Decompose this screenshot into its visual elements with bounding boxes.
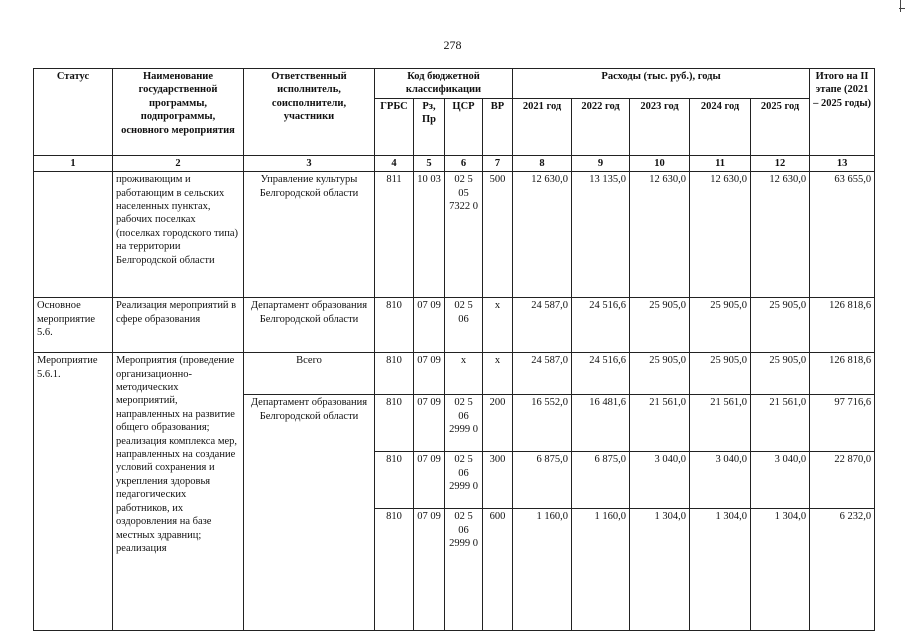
cell-2021: 1 160,0 <box>513 509 572 631</box>
cell-csr: 02 5 06 2999 0 <box>445 452 483 509</box>
cell-responsible: Департамент образования Белгородской области <box>244 298 375 353</box>
cell-name: Мероприятия (проведение организационно-методических мероприятий, направленных на развитие общего образования; реализация комплекса мер, направленных на создание условий сохранения и укрепления здоровья педагогических работников, их оздоровления на базе местных здравниц; реализация <box>113 353 244 631</box>
cell-status: Мероприятие 5.6.1. <box>34 353 113 631</box>
col-num: 6 <box>445 155 483 171</box>
scan-edge-mark <box>900 0 901 12</box>
cell-2022: 6 875,0 <box>572 452 630 509</box>
cell-total: 126 818,6 <box>810 353 875 395</box>
header-total: Итого на II этапе (2021 – 2025 годы) <box>810 69 875 156</box>
cell-2021: 16 552,0 <box>513 395 572 452</box>
cell-csr: x <box>445 353 483 395</box>
cell-rzpr: 10 03 <box>414 172 445 298</box>
table-row <box>34 353 875 395</box>
header-2025: 2025 год <box>751 98 810 155</box>
col-num: 13 <box>810 155 875 171</box>
header-grbs: ГРБС <box>375 98 414 155</box>
cell-2021: 24 587,0 <box>513 298 572 353</box>
cell-total: 63 655,0 <box>810 172 875 298</box>
cell-2021: 6 875,0 <box>513 452 572 509</box>
cell-vr: x <box>483 353 513 395</box>
col-num: 12 <box>751 155 810 171</box>
cell-csr: 02 5 06 2999 0 <box>445 509 483 631</box>
cell-rzpr: 07 09 <box>414 353 445 395</box>
cell-2025: 12 630,0 <box>751 172 810 298</box>
col-num: 7 <box>483 155 513 171</box>
budget-table <box>33 68 875 631</box>
cell-total: 22 870,0 <box>810 452 875 509</box>
cell-2023: 3 040,0 <box>630 452 690 509</box>
cell-responsible: Всего <box>244 353 375 395</box>
cell-2023: 12 630,0 <box>630 172 690 298</box>
cell-2024: 3 040,0 <box>690 452 751 509</box>
cell-grbs: 810 <box>375 395 414 452</box>
header-responsible: Ответственный исполнитель, соисполнители, участники <box>244 69 375 156</box>
cell-status: Основное мероприятие 5.6. <box>34 298 113 353</box>
cell-2023: 25 905,0 <box>630 298 690 353</box>
header-expenses: Расходы (тыс. руб.), годы <box>513 69 810 99</box>
cell-total: 126 818,6 <box>810 298 875 353</box>
cell-grbs: 810 <box>375 452 414 509</box>
header-name: Наименование государственной программы, подпрограммы, основного мероприятия <box>113 69 244 156</box>
cell-vr: x <box>483 298 513 353</box>
cell-total: 97 716,6 <box>810 395 875 452</box>
col-num: 11 <box>690 155 751 171</box>
cell-vr: 200 <box>483 395 513 452</box>
cell-rzpr: 07 09 <box>414 452 445 509</box>
table-row <box>34 172 875 298</box>
cell-2024: 25 905,0 <box>690 298 751 353</box>
header-2024: 2024 год <box>690 98 751 155</box>
cell-name: проживающим и работающим в сельских населенных пунктах, рабочих поселках (поселках городского типа) на территории Белгородской области <box>113 172 244 298</box>
header-2021: 2021 год <box>513 98 572 155</box>
col-num: 4 <box>375 155 414 171</box>
cell-vr: 600 <box>483 509 513 631</box>
cell-2021: 24 587,0 <box>513 353 572 395</box>
cell-rzpr: 07 09 <box>414 509 445 631</box>
cell-2025: 3 040,0 <box>751 452 810 509</box>
cell-status <box>34 172 113 298</box>
col-num: 8 <box>513 155 572 171</box>
cell-2025: 1 304,0 <box>751 509 810 631</box>
cell-2025: 21 561,0 <box>751 395 810 452</box>
cell-2024: 1 304,0 <box>690 509 751 631</box>
cell-name: Реализация мероприятий в сфере образования <box>113 298 244 353</box>
header-budget-code: Код бюджетной классификации <box>375 69 513 99</box>
col-num: 1 <box>34 155 113 171</box>
cell-grbs: 810 <box>375 353 414 395</box>
cell-2023: 21 561,0 <box>630 395 690 452</box>
cell-responsible: Управление культуры Белгородской области <box>244 172 375 298</box>
cell-2024: 25 905,0 <box>690 353 751 395</box>
cell-2025: 25 905,0 <box>751 353 810 395</box>
cell-csr: 02 5 06 <box>445 298 483 353</box>
page-number: 278 <box>443 38 462 52</box>
table-row <box>34 298 875 353</box>
cell-grbs: 811 <box>375 172 414 298</box>
header-status: Статус <box>34 69 113 156</box>
header-2023: 2023 год <box>630 98 690 155</box>
cell-2022: 24 516,6 <box>572 353 630 395</box>
cell-total: 6 232,0 <box>810 509 875 631</box>
cell-2022: 16 481,6 <box>572 395 630 452</box>
cell-2021: 12 630,0 <box>513 172 572 298</box>
header-rzpr: Рз, Пр <box>414 98 445 155</box>
cell-2024: 21 561,0 <box>690 395 751 452</box>
header-vr: ВР <box>483 98 513 155</box>
col-num: 10 <box>630 155 690 171</box>
cell-2025: 25 905,0 <box>751 298 810 353</box>
cell-vr: 300 <box>483 452 513 509</box>
scan-edge-mark <box>899 8 905 9</box>
cell-2023: 25 905,0 <box>630 353 690 395</box>
cell-responsible: Департамент образования Белгородской области <box>244 395 375 631</box>
cell-vr: 500 <box>483 172 513 298</box>
cell-csr: 02 5 05 7322 0 <box>445 172 483 298</box>
cell-grbs: 810 <box>375 298 414 353</box>
cell-csr: 02 5 06 2999 0 <box>445 395 483 452</box>
cell-grbs: 810 <box>375 509 414 631</box>
cell-2022: 1 160,0 <box>572 509 630 631</box>
header-csr: ЦСР <box>445 98 483 155</box>
cell-rzpr: 07 09 <box>414 395 445 452</box>
cell-2024: 12 630,0 <box>690 172 751 298</box>
column-numbers-row <box>34 155 875 171</box>
cell-2022: 24 516,6 <box>572 298 630 353</box>
col-num: 2 <box>113 155 244 171</box>
col-num: 5 <box>414 155 445 171</box>
col-num: 9 <box>572 155 630 171</box>
cell-2023: 1 304,0 <box>630 509 690 631</box>
cell-2022: 13 135,0 <box>572 172 630 298</box>
col-num: 3 <box>244 155 375 171</box>
cell-rzpr: 07 09 <box>414 298 445 353</box>
header-2022: 2022 год <box>572 98 630 155</box>
